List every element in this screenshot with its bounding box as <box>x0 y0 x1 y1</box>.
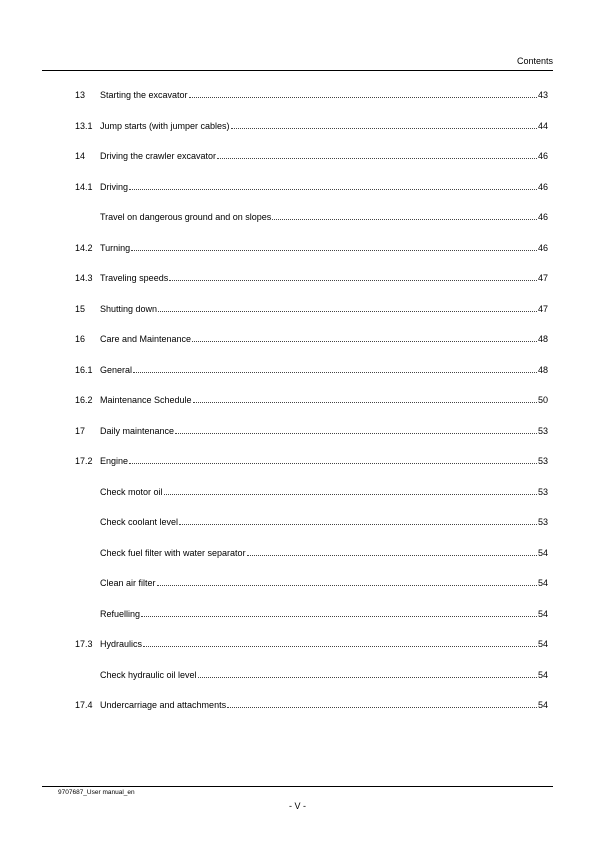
toc-entry-page: 46 <box>537 212 548 223</box>
toc-entry-page: 48 <box>537 334 548 345</box>
toc-entry-page: 46 <box>537 242 548 253</box>
toc-entry-number: 13.1 <box>75 120 93 131</box>
toc-entry-page: 47 <box>537 273 548 284</box>
toc-entry[interactable] <box>0 141 595 172</box>
toc-entry-number: 14 <box>75 151 86 162</box>
toc-entry-title: Check fuel filter with water separator <box>100 547 246 558</box>
toc-entry-title: Shutting down <box>100 303 158 314</box>
toc-entry-number: 14.3 <box>75 273 93 284</box>
toc-leader-dots <box>164 494 537 495</box>
footer-document-id: 9707687_User manual_en <box>58 789 135 796</box>
toc-entry[interactable] <box>0 324 595 355</box>
toc-entry[interactable] <box>0 355 595 386</box>
table-of-contents <box>0 80 595 721</box>
toc-leader-dots <box>231 128 537 129</box>
toc-entry-number: 15 <box>75 303 86 314</box>
toc-entry-page: 54 <box>537 608 548 619</box>
toc-entry-page: 53 <box>537 456 548 467</box>
toc-entry[interactable] <box>0 294 595 325</box>
toc-leader-dots <box>247 555 537 556</box>
toc-entry[interactable] <box>0 111 595 142</box>
toc-entry-number: 16 <box>75 334 86 345</box>
toc-entry-page: 43 <box>537 90 548 101</box>
header-divider <box>42 70 553 71</box>
toc-entry-number: 17.2 <box>75 456 93 467</box>
toc-leader-dots <box>193 402 537 403</box>
toc-entry[interactable] <box>0 477 595 508</box>
toc-entry-title: Check hydraulic oil level <box>100 669 197 680</box>
toc-entry-title: Driving <box>100 181 129 192</box>
footer-page-number: - V - <box>289 801 306 811</box>
toc-entry-page: 53 <box>537 517 548 528</box>
toc-entry[interactable] <box>0 172 595 203</box>
toc-leader-dots <box>143 646 537 647</box>
toc-leader-dots <box>175 433 537 434</box>
toc-leader-dots <box>158 311 537 312</box>
toc-entry[interactable] <box>0 202 595 233</box>
toc-leader-dots <box>217 158 537 159</box>
toc-entry[interactable] <box>0 690 595 721</box>
toc-entry-title: Refuelling <box>100 608 141 619</box>
toc-entry-number: 14.1 <box>75 181 93 192</box>
toc-entry-page: 54 <box>537 639 548 650</box>
toc-entry-page: 54 <box>537 669 548 680</box>
toc-leader-dots <box>129 463 537 464</box>
toc-entry-page: 46 <box>537 151 548 162</box>
toc-entry-title: General <box>100 364 133 375</box>
toc-leader-dots <box>141 616 537 617</box>
toc-entry-page: 54 <box>537 700 548 711</box>
toc-entry-title: Traveling speeds <box>100 273 169 284</box>
toc-entry-title: Clean air filter <box>100 578 156 589</box>
toc-entry[interactable] <box>0 538 595 569</box>
toc-entry-page: 44 <box>537 120 548 131</box>
toc-entry-page: 54 <box>537 578 548 589</box>
toc-entry-number: 17 <box>75 425 86 436</box>
toc-entry[interactable] <box>0 599 595 630</box>
toc-leader-dots <box>198 677 537 678</box>
toc-entry[interactable] <box>0 568 595 599</box>
toc-entry-page: 46 <box>537 181 548 192</box>
toc-leader-dots <box>129 189 537 190</box>
toc-leader-dots <box>133 372 537 373</box>
toc-entry-page: 47 <box>537 303 548 314</box>
toc-entry-page: 53 <box>537 425 548 436</box>
toc-entry-page: 54 <box>537 547 548 558</box>
toc-entry[interactable] <box>0 385 595 416</box>
toc-entry-title: Daily maintenance <box>100 425 175 436</box>
toc-entry-number: 17.3 <box>75 639 93 650</box>
toc-entry-title: Maintenance Schedule <box>100 395 192 406</box>
toc-entry-title: Check motor oil <box>100 486 163 497</box>
toc-leader-dots <box>157 585 537 586</box>
toc-entry-title: Jump starts (with jumper cables) <box>100 120 230 131</box>
toc-entry-number: 14.2 <box>75 242 93 253</box>
toc-entry-title: Driving the crawler excavator <box>100 151 217 162</box>
toc-leader-dots <box>227 707 537 708</box>
footer-divider <box>42 786 553 787</box>
toc-entry-number: 17.4 <box>75 700 93 711</box>
toc-entry-title: Care and Maintenance <box>100 334 192 345</box>
toc-entry-number: 16.1 <box>75 364 93 375</box>
toc-entry-page: 50 <box>537 395 548 406</box>
toc-leader-dots <box>272 219 537 220</box>
toc-entry-title: Hydraulics <box>100 639 143 650</box>
toc-entry[interactable] <box>0 233 595 264</box>
toc-leader-dots <box>189 97 537 98</box>
toc-entry[interactable] <box>0 80 595 111</box>
toc-entry-title: Engine <box>100 456 129 467</box>
toc-entry[interactable] <box>0 629 595 660</box>
toc-entry[interactable] <box>0 507 595 538</box>
toc-entry-page: 53 <box>537 486 548 497</box>
toc-entry-title: Starting the excavator <box>100 90 188 101</box>
toc-entry[interactable] <box>0 660 595 691</box>
toc-leader-dots <box>169 280 537 281</box>
toc-leader-dots <box>192 341 537 342</box>
toc-entry-title: Undercarriage and attachments <box>100 700 227 711</box>
toc-leader-dots <box>179 524 537 525</box>
toc-entry[interactable] <box>0 446 595 477</box>
toc-leader-dots <box>131 250 537 251</box>
toc-entry-title: Travel on dangerous ground and on slopes <box>100 212 272 223</box>
toc-entry[interactable] <box>0 416 595 447</box>
header-title: Contents <box>516 56 553 66</box>
toc-entry-title: Check coolant level <box>100 517 179 528</box>
toc-entry[interactable] <box>0 263 595 294</box>
toc-entry-number: 16.2 <box>75 395 93 406</box>
toc-entry-page: 48 <box>537 364 548 375</box>
toc-entry-number: 13 <box>75 90 86 101</box>
toc-entry-title: Turning <box>100 242 131 253</box>
